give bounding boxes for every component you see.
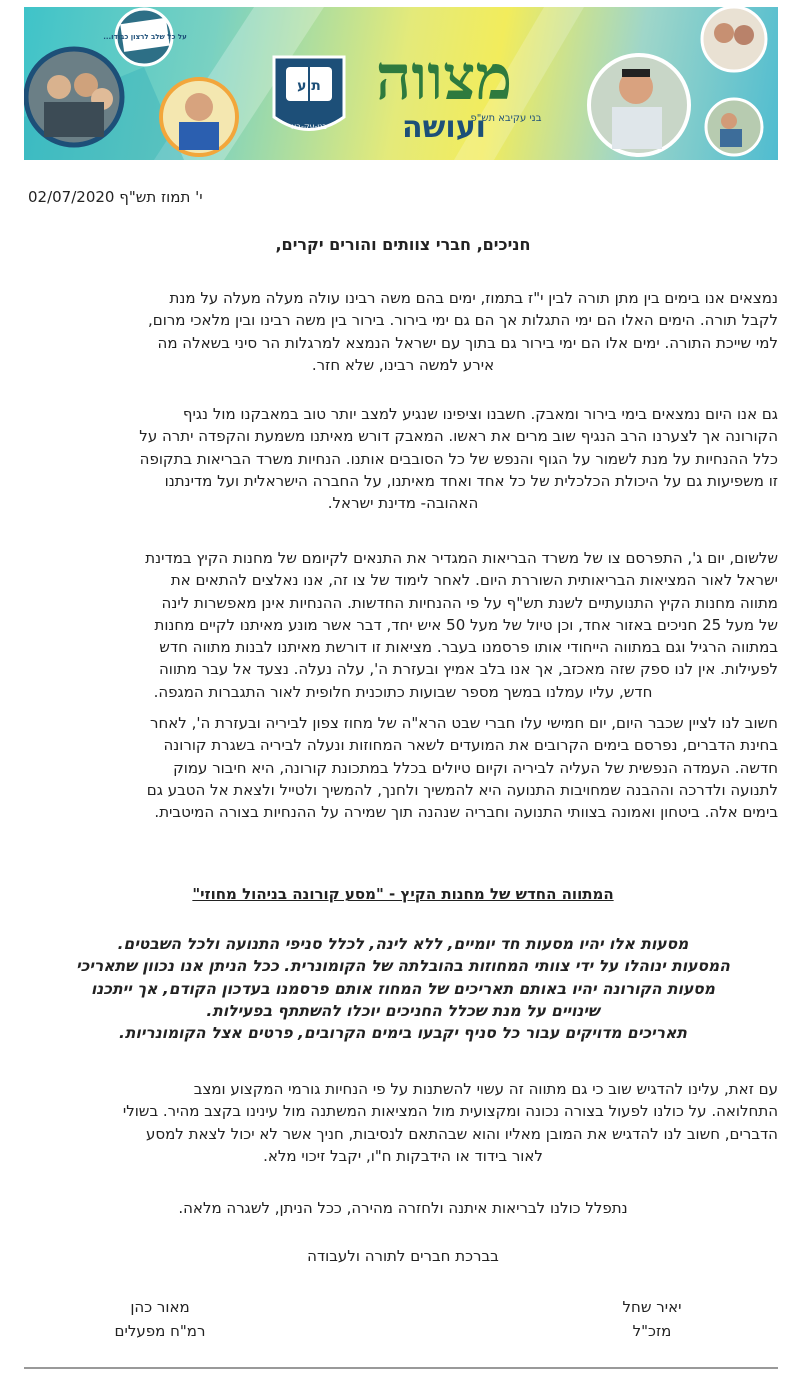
text-line: עם זאת, עלינו להדגיש שוב כי גם מתווה זה עשוי להשתנות על פי הנחיות גורמי המקצוע ומצב bbox=[193, 1080, 778, 1098]
paragraph-1 bbox=[28, 287, 778, 376]
logo-subtitle: ועושה bbox=[402, 110, 486, 145]
photo-circle-left bbox=[26, 49, 122, 145]
photo-circle-boy bbox=[589, 55, 689, 155]
text-line: בימים אלה. ביטחון ואמונה בצוותי התנועה וחבריה שנהנה תוך שמירה על ההנחיות בצורה המיטבית. bbox=[154, 803, 778, 822]
banner-graphic bbox=[24, 7, 778, 160]
text-line: הקורונה אך לצערנו הרב הנגיף שוב מרים את ראשו. המאבק דורש מאיתנו משמעת והקפדה יתרה על bbox=[139, 427, 778, 446]
text-line: תאריכים מדויקים עבור כל סניף יקבעו בימים הקרובים, פרטים אצל הקומונריות. bbox=[119, 1024, 687, 1043]
text-line: גם אנו היום נמצאים בימי בירור ומאבק. חשבנו וציפינו שנגיע למצב יותר טוב במאבקנו מול נגיף bbox=[182, 405, 778, 423]
signer-title: רמ"ח מפעלים bbox=[114, 1322, 206, 1340]
emblem-letters: ת ע bbox=[297, 78, 321, 94]
paragraph-3 bbox=[28, 547, 778, 703]
text-line: למי שייכת התורה. ימים אלו הם ימי בירור גם בתוך עם ישראל הנמצא למרגלות הר סיני בשאלה מה bbox=[157, 333, 778, 352]
salutation: חניכים, חברי צוותים והורים יקרים, bbox=[275, 235, 531, 254]
paragraph-5 bbox=[28, 1078, 778, 1167]
text-line: לקבל תורה. הימים האלו הם ימי התגלות אך הם גם ימי בירור. בירור בין משה רבינו ובין מלאכי מרום, bbox=[148, 311, 778, 330]
text-line: מסעות הקורונה יהיו באותם תאריכים של המחוז אותם פרסמנו בעדכון הקודם, אך ייתכנו bbox=[90, 979, 716, 998]
closing-blessing: בברכת חברים לתורה ולעבודה bbox=[307, 1247, 499, 1265]
signature-left bbox=[80, 1295, 240, 1343]
text-line: מתווה מחנות הקיץ התנועתיים לשנת תש"ף על פי ההנחיות החדשות. ההנחיות אינן מאפשרות לינה bbox=[161, 593, 778, 612]
text-line: זו משפיעות גם על היכולת הכלכלית של כל אחד ואחד מאיתנו, על החברה הישראלית ועל מדינתנו bbox=[164, 471, 778, 490]
text-line: התחלואה. על כולנו לפעול בצורה נכונה ומקצועית מול המציאות המשתנה מול עינינו בקצב מהיר. בשולי bbox=[122, 1102, 778, 1121]
text-line: המסעות ינוהלו על ידי צוותי המחוזות בהובלתה של הקומונרית. ככל הניתן אנו נכוון שתאריכי bbox=[76, 957, 730, 976]
header-banner bbox=[24, 7, 778, 160]
text-line: אירע למשה רבינו, שלא חזר. bbox=[311, 355, 495, 374]
text-line: כלל ההנחיות על מנת לשמור על הגוף והנפש של כל הסובבים אותנו. הנחיות משרד הבריאות בתקופה bbox=[139, 449, 778, 468]
photo-circle-hikers bbox=[706, 99, 762, 155]
text-line: חדש, עליו עמלנו במשך מספר שבועות כתוכנית חלופית לאור התגברות המגפה. bbox=[153, 682, 653, 701]
sign-text: ...על כל שלב לרצון כבודו bbox=[103, 33, 187, 41]
photo-circle-girl bbox=[161, 79, 237, 155]
text-line: מסעות אלו יהיו מסעות חד יומיים, ללא לינה, לכלל סניפי התנועה ולכל השבטים. bbox=[117, 935, 689, 953]
text-line: לפעילות. אין לנו ספק שזה מאכזב, אך אנו בלב אמיץ ובעזרת ה', עלה נעלה. נצעד אל עבר מתווה bbox=[158, 660, 778, 679]
text-line: בחינת הדברים, נפרסם בימים הקרובים את המועדים לשאר המחוזות ונעלה לביריה בשגרת קורונה bbox=[163, 736, 778, 755]
text-line: האהובה- מדינת ישראל. bbox=[327, 494, 479, 513]
emblem-caption: בני-עק-בא bbox=[290, 122, 328, 131]
paragraph-4 bbox=[28, 712, 778, 823]
signer-name: מאור כהן bbox=[130, 1298, 190, 1316]
logo-title: מצווה bbox=[375, 41, 513, 114]
text-line: ישראל לאור המציאות הבריאותית השוררת היום. לאחר לימוד של צו זה, אנו נאלצים להתאים את bbox=[170, 571, 778, 590]
footer-divider bbox=[24, 1367, 778, 1369]
text-line: שינויים על מנת שכלל החניכים יוכלו להשתתף בפעילות. bbox=[206, 1001, 600, 1020]
photo-circle-sign bbox=[103, 9, 187, 65]
text-line: חדשה. העמדה הנפשית של העליה לביריה וקיום טיולים בכלל במתכונת קורונה, היא חיבור עמוק bbox=[173, 758, 778, 777]
closing-prayer: נתפלל כולנו לבריאות איתנה ולחזרה מהירה, ככל הניתן, לשגרה מלאה. bbox=[178, 1199, 628, 1217]
text-line: לאור בידוד או הידבקות ח"ו, יקבל זיכוי מלא. bbox=[263, 1146, 543, 1165]
text-line: שלשום, יום ג', התפרסם צו של משרד הבריאות המגדיר את התנאים לקיומם של מחנות הקיץ במדינת bbox=[145, 549, 778, 567]
text-line: נמצאים אנו בימים בין מתן תורה לבין י"ז בתמוז, ימים בהם משה רבינו עולה מעלה מעלה על מנת bbox=[169, 289, 778, 307]
paragraph-2 bbox=[28, 403, 778, 514]
photo-circle-women bbox=[702, 7, 766, 71]
text-line: לתנועה ולדרכה וההבנה שמחויבות התנועה היא להמשיך ולחנך, להמשיך ולטייל ולצאת אל הטבע גם bbox=[146, 780, 778, 799]
signer-name: יאיר שחל bbox=[622, 1298, 682, 1316]
itinerary-highlight bbox=[28, 933, 778, 1044]
section-subheading: המתווה החדש של מחנות הקיץ - "מסע קורונה בניהול מחוזי" bbox=[192, 885, 614, 903]
letter-date: י' תמוז תש"ף 02/07/2020 bbox=[28, 188, 203, 206]
text-line: במתווה הרגיל וגם במתווה הייחודי אותו פרסמנו בעבר. מציאות זו דורשת מאיתנו לבנות מתווה חדש bbox=[159, 638, 778, 657]
text-line: הדברים, חשוב לנו להדגיש את המובן מאליו והוא שבהתאם לנסיבות, חניך אשר לא יכול לצאת למסע bbox=[146, 1124, 778, 1143]
tribe-emblem bbox=[274, 57, 344, 131]
text-line: חשוב לנו לציין שכבר היום, יום חמישי עלו חברי שבט הרא"ה של מחוז צפון לביריה ובעזרת ה', לאחר bbox=[150, 714, 778, 732]
text-line: של מעל 25 חניכים באזור אחד, וכן טיול של מעל 50 איש יחד, דבר אשר מונע מאיתנו לקיים מחנות bbox=[154, 615, 778, 634]
signature-right bbox=[582, 1295, 722, 1343]
signer-title: מזכ"ל bbox=[632, 1322, 672, 1340]
logo-tag: בני עקיבא תש"פ bbox=[470, 113, 542, 124]
